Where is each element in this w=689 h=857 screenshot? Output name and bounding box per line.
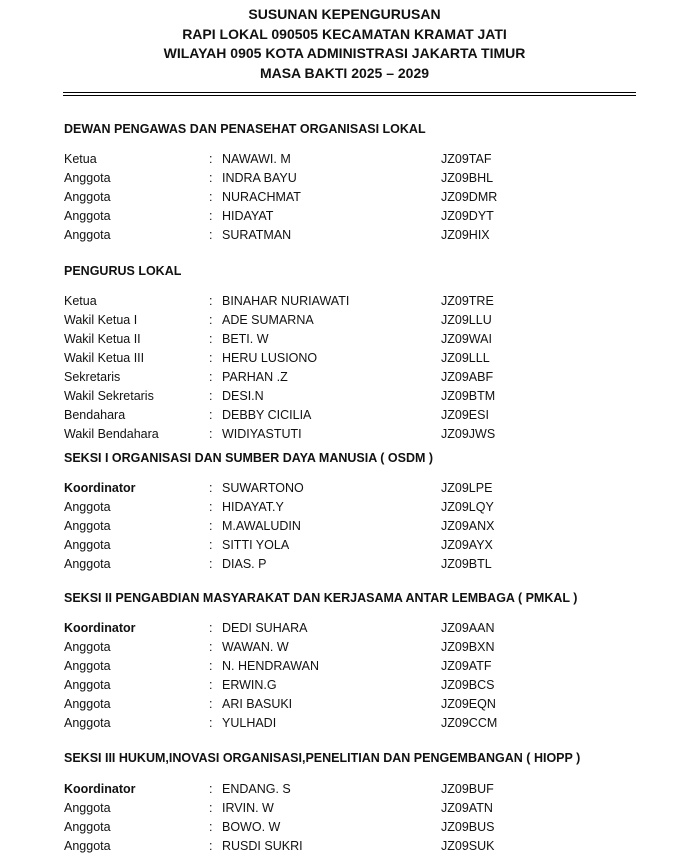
separator-colon: : — [209, 171, 213, 185]
role-label: Anggota — [64, 801, 111, 815]
separator-colon: : — [209, 801, 213, 815]
member-name: NURACHMAT — [222, 190, 301, 204]
roster-row — [0, 292, 689, 311]
roster-row — [0, 226, 689, 245]
member-name: SURATMAN — [222, 228, 292, 242]
section-title: PENGURUS LOKAL — [64, 264, 182, 278]
member-name: HIDAYAT.Y — [222, 500, 284, 514]
member-name: WIDIYASTUTI — [222, 427, 302, 441]
separator-colon: : — [209, 351, 213, 365]
member-name: BINAHAR NURIAWATI — [222, 294, 350, 308]
member-name: BETI. W — [222, 332, 269, 346]
member-name: INDRA BAYU — [222, 171, 297, 185]
callsign-code: JZ09CCM — [441, 716, 498, 730]
separator-colon: : — [209, 659, 213, 673]
section-title: SEKSI III HUKUM,INOVASI ORGANISASI,PENELITIAN DAN PENGEMBANGAN ( HIOPP ) — [64, 751, 581, 765]
callsign-code: JZ09LLU — [441, 313, 492, 327]
callsign-code: JZ09BUS — [441, 820, 495, 834]
role-label: Anggota — [64, 678, 111, 692]
callsign-code: JZ09TAF — [441, 152, 492, 166]
role-label: Anggota — [64, 190, 111, 204]
roster-row — [0, 818, 689, 837]
roster-row — [0, 695, 689, 714]
callsign-code: JZ09EQN — [441, 697, 496, 711]
role-label: Anggota — [64, 500, 111, 514]
roster-row — [0, 837, 689, 856]
roster-row — [0, 638, 689, 657]
member-name: DEDI SUHARA — [222, 621, 308, 635]
role-label: Koordinator — [64, 782, 136, 796]
separator-colon: : — [209, 621, 213, 635]
callsign-code: JZ09BCS — [441, 678, 495, 692]
roster-row — [0, 536, 689, 555]
separator-colon: : — [209, 389, 213, 403]
role-label: Anggota — [64, 697, 111, 711]
roster-row — [0, 425, 689, 444]
header-period-line: MASA BAKTI 2025 – 2029 — [259, 64, 430, 81]
separator-colon: : — [209, 190, 213, 204]
role-label: Anggota — [64, 640, 111, 654]
member-name: NAWAWI. M — [222, 152, 291, 166]
separator-colon: : — [209, 716, 213, 730]
roster-row — [0, 714, 689, 733]
callsign-code: JZ09AYX — [441, 538, 493, 552]
member-name: DEBBY CICILIA — [222, 408, 312, 422]
member-name: ARI BASUKI — [222, 697, 293, 711]
separator-colon: : — [209, 697, 213, 711]
header-organization-line: RAPI LOKAL 090505 KECAMATAN KRAMAT JATI — [182, 25, 507, 42]
member-name: SITTI YOLA — [222, 538, 290, 552]
separator-colon: : — [209, 294, 213, 308]
callsign-code: JZ09BTL — [441, 557, 492, 571]
role-label: Wakil Bendahara — [64, 427, 159, 441]
role-label: Anggota — [64, 538, 111, 552]
roster-row — [0, 799, 689, 818]
roster-row — [0, 387, 689, 406]
header-title-line: SUSUNAN KEPENGURUSAN — [248, 6, 441, 22]
separator-colon: : — [209, 427, 213, 441]
separator-colon: : — [209, 209, 213, 223]
member-name: DIAS. P — [222, 557, 267, 571]
role-label: Anggota — [64, 519, 111, 533]
roster-row — [0, 330, 689, 349]
role-label: Anggota — [64, 716, 111, 730]
role-label: Koordinator — [64, 621, 136, 635]
header-divider-bottom — [63, 95, 636, 96]
callsign-code: JZ09DYT — [441, 209, 494, 223]
role-label: Anggota — [64, 171, 111, 185]
role-label: Wakil Ketua III — [64, 351, 145, 365]
member-name: PARHAN .Z — [222, 370, 288, 384]
separator-colon: : — [209, 500, 213, 514]
role-label: Sekretaris — [64, 370, 121, 384]
member-name: RUSDI SUKRI — [222, 839, 303, 853]
separator-colon: : — [209, 313, 213, 327]
member-name: WAWAN. W — [222, 640, 289, 654]
member-name: BOWO. W — [222, 820, 281, 834]
callsign-code: JZ09DMR — [441, 190, 498, 204]
roster-row — [0, 517, 689, 536]
separator-colon: : — [209, 519, 213, 533]
roster-row — [0, 619, 689, 638]
member-name: ADE SUMARNA — [222, 313, 314, 327]
role-label: Ketua — [64, 152, 97, 166]
member-name: IRVIN. W — [222, 801, 274, 815]
callsign-code: JZ09ATN — [441, 801, 493, 815]
roster-row — [0, 676, 689, 695]
separator-colon: : — [209, 152, 213, 166]
section-title: SEKSI II PENGABDIAN MASYARAKAT DAN KERJASAMA ANTAR LEMBAGA ( PMKAL ) — [64, 591, 578, 605]
roster-row — [0, 207, 689, 226]
role-label: Wakil Ketua II — [64, 332, 141, 346]
member-name: ERWIN.G — [222, 678, 277, 692]
member-name: M.AWALUDIN — [222, 519, 301, 533]
callsign-code: JZ09WAI — [441, 332, 492, 346]
callsign-code: JZ09BTM — [441, 389, 496, 403]
callsign-code: JZ09LLL — [441, 351, 490, 365]
separator-colon: : — [209, 408, 213, 422]
callsign-code: JZ09BHL — [441, 171, 494, 185]
roster-row — [0, 555, 689, 574]
separator-colon: : — [209, 228, 213, 242]
separator-colon: : — [209, 370, 213, 384]
separator-colon: : — [209, 640, 213, 654]
roster-row — [0, 479, 689, 498]
role-label: Anggota — [64, 659, 111, 673]
roster-row — [0, 368, 689, 387]
callsign-code: JZ09AAN — [441, 621, 495, 635]
roster-row — [0, 311, 689, 330]
callsign-code: JZ09LQY — [441, 500, 494, 514]
roster-row — [0, 657, 689, 676]
member-name: HERU LUSIONO — [222, 351, 318, 365]
callsign-code: JZ09TRE — [441, 294, 494, 308]
callsign-code: JZ09BXN — [441, 640, 495, 654]
member-name: ENDANG. S — [222, 782, 291, 796]
roster-row — [0, 169, 689, 188]
member-name: HIDAYAT — [222, 209, 274, 223]
member-name: YULHADI — [222, 716, 277, 730]
roster-row — [0, 349, 689, 368]
role-label: Koordinator — [64, 481, 136, 495]
roster-row — [0, 188, 689, 207]
separator-colon: : — [209, 678, 213, 692]
role-label: Bendahara — [64, 408, 126, 422]
member-name: DESI.N — [222, 389, 264, 403]
separator-colon: : — [209, 538, 213, 552]
callsign-code: JZ09LPE — [441, 481, 493, 495]
callsign-code: JZ09HIX — [441, 228, 490, 242]
document-header — [0, 0, 689, 83]
callsign-code: JZ09ANX — [441, 519, 495, 533]
role-label: Ketua — [64, 294, 97, 308]
member-name: N. HENDRAWAN — [222, 659, 319, 673]
section-title: DEWAN PENGAWAS DAN PENASEHAT ORGANISASI LOKAL — [64, 122, 426, 136]
separator-colon: : — [209, 839, 213, 853]
roster-row — [0, 780, 689, 799]
roster-row — [0, 406, 689, 425]
separator-colon: : — [209, 782, 213, 796]
role-label: Anggota — [64, 839, 111, 853]
member-name: SUWARTONO — [222, 481, 304, 495]
role-label: Anggota — [64, 557, 111, 571]
callsign-code: JZ09ATF — [441, 659, 492, 673]
separator-colon: : — [209, 820, 213, 834]
callsign-code: JZ09ESI — [441, 408, 489, 422]
role-label: Anggota — [64, 820, 111, 834]
role-label: Wakil Sekretaris — [64, 389, 154, 403]
header-region-line: WILAYAH 0905 KOTA ADMINISTRASI JAKARTA TIMUR — [163, 45, 526, 61]
callsign-code: JZ09BUF — [441, 782, 494, 796]
callsign-code: JZ09JWS — [441, 427, 496, 441]
role-label: Anggota — [64, 209, 111, 223]
separator-colon: : — [209, 481, 213, 495]
role-label: Anggota — [64, 228, 111, 242]
callsign-code: JZ09ABF — [441, 370, 494, 384]
roster-row — [0, 498, 689, 517]
separator-colon: : — [209, 557, 213, 571]
header-divider-top — [63, 92, 636, 93]
separator-colon: : — [209, 332, 213, 346]
role-label: Wakil Ketua I — [64, 313, 138, 327]
callsign-code: JZ09SUK — [441, 839, 495, 853]
section-title: SEKSI I ORGANISASI DAN SUMBER DAYA MANUSIA ( OSDM ) — [64, 451, 434, 465]
roster-row — [0, 150, 689, 169]
